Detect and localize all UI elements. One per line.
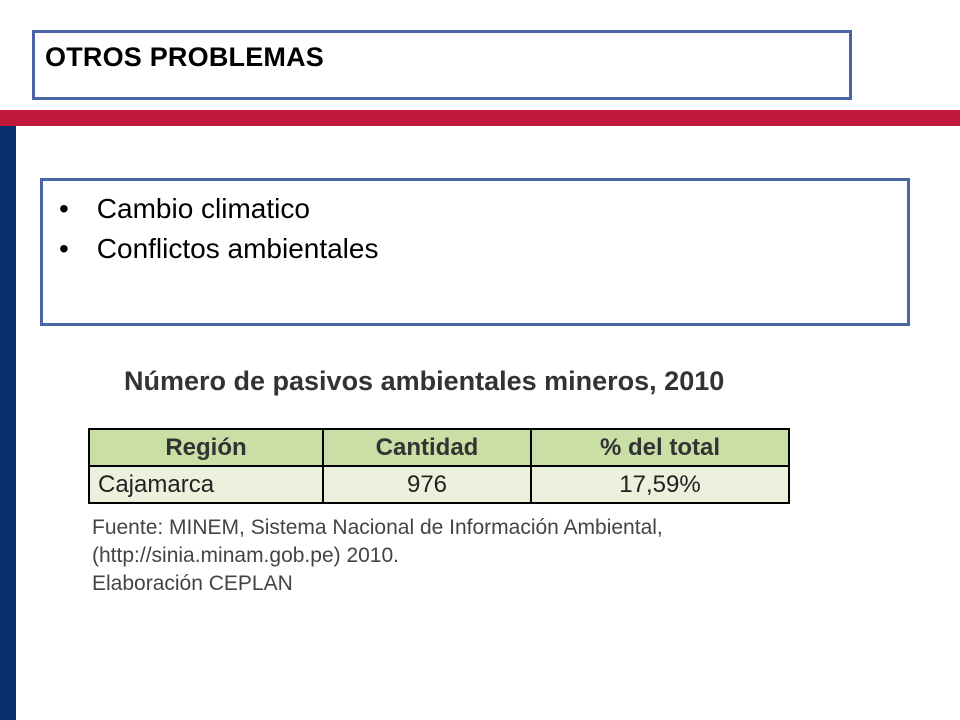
left-sidebar-bar <box>0 126 16 720</box>
bullet-list <box>59 189 378 269</box>
bullet-text: Conflictos ambientales <box>96 233 379 264</box>
header-region: Región <box>89 429 323 466</box>
bullet-icon: • <box>59 193 69 224</box>
bullet-item <box>59 189 378 229</box>
bullet-text: Cambio climatico <box>96 193 310 224</box>
bullet-icon: • <box>59 233 69 264</box>
table-header-row <box>89 429 789 466</box>
source-line: (http://sinia.minam.gob.pe) 2010. <box>92 544 400 567</box>
cell-region: Cajamarca <box>89 466 323 503</box>
table-row <box>89 466 789 503</box>
bullet-item <box>59 229 378 269</box>
cell-percent: 17,59% <box>531 466 789 503</box>
mining-liabilities-table <box>88 428 790 504</box>
table-title: Número de pasivos ambientales mineros, 2010 <box>124 366 725 396</box>
bullet-box <box>40 178 910 326</box>
header-quantity: Cantidad <box>323 429 531 466</box>
title-box <box>32 30 852 100</box>
header-percent: % del total <box>531 429 789 466</box>
slide-title: OTROS PROBLEMAS <box>45 42 325 72</box>
source-line: Elaboración CEPLAN <box>92 572 293 595</box>
source-notes <box>92 514 663 598</box>
accent-band <box>0 110 960 126</box>
source-line: Fuente: MINEM, Sistema Nacional de Información Ambiental, <box>92 516 663 539</box>
cell-quantity: 976 <box>323 466 531 503</box>
